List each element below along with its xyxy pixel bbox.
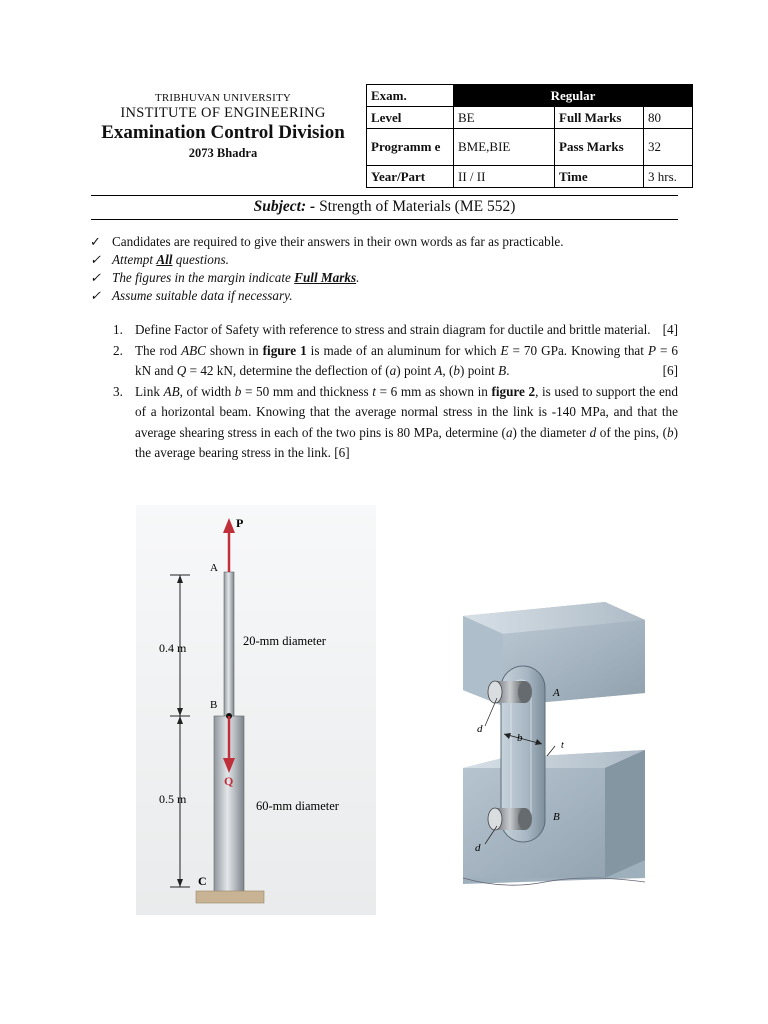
institution-header: [88, 92, 358, 161]
level-label: Level: [367, 107, 454, 129]
question-var: AB: [163, 383, 180, 399]
time-value: 3 hrs.: [644, 166, 693, 188]
label-q: Q: [224, 774, 234, 788]
year-value: II / II: [454, 166, 555, 188]
label-c: C: [198, 874, 207, 888]
figure-background: [136, 505, 376, 915]
question-text: is made of an aluminum for which: [306, 342, 501, 358]
question-text: Link: [135, 383, 164, 399]
instruction-text: questions.: [172, 252, 229, 267]
institute-name: INSTITUTE OF ENGINEERING: [120, 105, 326, 121]
question-var: b: [234, 383, 242, 399]
label-a: A: [553, 687, 560, 699]
question-text: = 50 mm and thickness: [241, 383, 373, 399]
question-var: a: [389, 363, 397, 378]
question-number: 2.: [113, 342, 123, 358]
figure-2-link-ab: [455, 598, 653, 898]
instruction-item: [90, 287, 564, 305]
exam-value: Regular: [454, 85, 693, 107]
question-var: b: [666, 424, 674, 440]
question-text: ) the diameter: [512, 424, 590, 440]
year-label: Year/Part: [367, 166, 454, 188]
label-a: A: [210, 562, 218, 574]
pin-upper-end: [488, 681, 502, 703]
question-3: [113, 382, 678, 464]
lower-block-right: [605, 750, 645, 878]
question-2: [113, 341, 678, 382]
question-var: E: [500, 342, 509, 358]
figure-ref: figure 1: [262, 342, 307, 358]
question-marks: [4]: [662, 322, 678, 337]
question-text: = 70 GPa. Knowing that: [508, 342, 648, 358]
instruction-item: [90, 233, 564, 251]
question-marks: [6]: [334, 445, 350, 460]
question-text: ) point: [396, 363, 435, 378]
length-bc: 0.5 m: [159, 792, 187, 806]
university-name: TRIBHUVAN UNIVERSITY: [154, 92, 292, 104]
exam-date: 2073 Bhadra: [188, 146, 258, 160]
check-icon: ✓: [90, 288, 102, 303]
label-d-upper: d: [477, 723, 483, 735]
label-t-thickness: t: [561, 740, 564, 751]
divider-bottom: [91, 219, 678, 220]
level-value: BE: [454, 107, 555, 129]
question-number: 1.: [113, 322, 123, 337]
question-text: ) the average bearing stress in the link.: [135, 424, 678, 460]
instruction-text: The figures in the margin indicate: [112, 270, 295, 285]
question-text: , of width: [179, 383, 235, 399]
subject-value: Strength of Materials (ME 552): [319, 198, 516, 215]
question-text: .: [506, 363, 510, 378]
diameter-bc: 60-mm diameter: [256, 799, 339, 813]
question-text: Define Factor of Safety with reference to stress and strain diagram for ductile and brittle material.: [135, 322, 651, 337]
base-support: [196, 891, 264, 903]
rod-ab: [224, 572, 234, 717]
instruction-text: Candidates are required to give their answers in their own words as far as practicable.: [112, 234, 564, 249]
label-b: B: [553, 811, 560, 823]
instructions-list: [90, 233, 564, 305]
length-ab: 0.4 m: [159, 641, 187, 655]
pin-upper-back: [518, 681, 532, 703]
subject-line: [91, 198, 678, 216]
question-var: B: [498, 363, 507, 378]
question-text: ) point: [460, 363, 499, 378]
question-text: , is used to support the end of a horizontal beam. Knowing that the average normal stress in the link is -140 MPa, and that the average shearing stress in each of the two pins is 80 MPa, determine (: [135, 383, 678, 440]
question-number: 3.: [113, 383, 123, 399]
label-b: B: [210, 699, 218, 711]
check-icon: ✓: [90, 234, 102, 249]
instruction-text: Assume suitable data if necessary.: [112, 288, 293, 303]
instruction-emphasis: Full Marks: [294, 270, 357, 285]
question-1: [113, 320, 678, 341]
instruction-item: [90, 269, 564, 287]
programme-label: Programm e: [367, 129, 454, 166]
check-icon: ✓: [90, 252, 102, 267]
question-var: Q: [176, 363, 187, 378]
question-var: d: [589, 424, 597, 440]
pass-marks-value: 32: [644, 129, 693, 166]
division-name: Examination Control Division: [101, 122, 345, 143]
questions-list: [113, 320, 678, 464]
instruction-emphasis: All: [156, 252, 173, 267]
question-text: of the pins, (: [596, 424, 667, 440]
question-text: shown in: [205, 342, 263, 358]
full-marks-value: 80: [644, 107, 693, 129]
time-label: Time: [555, 166, 644, 188]
question-text: = 42 kN, determine the deflection of (: [186, 363, 390, 378]
question-text: , (: [442, 363, 454, 378]
pass-marks-label: Pass Marks: [555, 129, 644, 166]
question-text: = 6 kN and: [135, 342, 679, 378]
pin-lower-back: [518, 808, 532, 830]
figure-1-rod-abc: [136, 505, 376, 915]
question-text: The rod: [135, 342, 182, 358]
programme-value: BME,BIE: [454, 129, 555, 166]
instruction-text: Attempt: [112, 252, 157, 267]
question-text: = 6 mm as shown in: [375, 383, 492, 399]
subject-label: Subject: -: [253, 198, 316, 215]
question-var: ABC: [181, 342, 206, 358]
pin-lower-end: [488, 808, 502, 830]
question-var: P: [647, 342, 656, 358]
diameter-pointer: [485, 698, 497, 726]
instruction-item: [90, 251, 564, 269]
label-d-lower: d: [475, 842, 481, 854]
question-var: b: [453, 363, 461, 378]
label-p: P: [236, 516, 244, 530]
divider-top: [91, 195, 678, 196]
full-marks-label: Full Marks: [555, 107, 644, 129]
figure-ref: figure 2: [491, 383, 536, 399]
diameter-ab: 20-mm diameter: [243, 634, 326, 648]
exam-label: Exam.: [367, 85, 454, 107]
question-var: A: [434, 363, 443, 378]
label-b-width: b: [517, 732, 523, 744]
thickness-pointer: [547, 746, 555, 756]
question-var: a: [505, 424, 513, 440]
instruction-text: .: [356, 270, 360, 285]
question-marks: [6]: [662, 363, 678, 378]
check-icon: ✓: [90, 270, 102, 285]
exam-info-table: [366, 84, 693, 188]
question-var: t: [372, 383, 376, 399]
